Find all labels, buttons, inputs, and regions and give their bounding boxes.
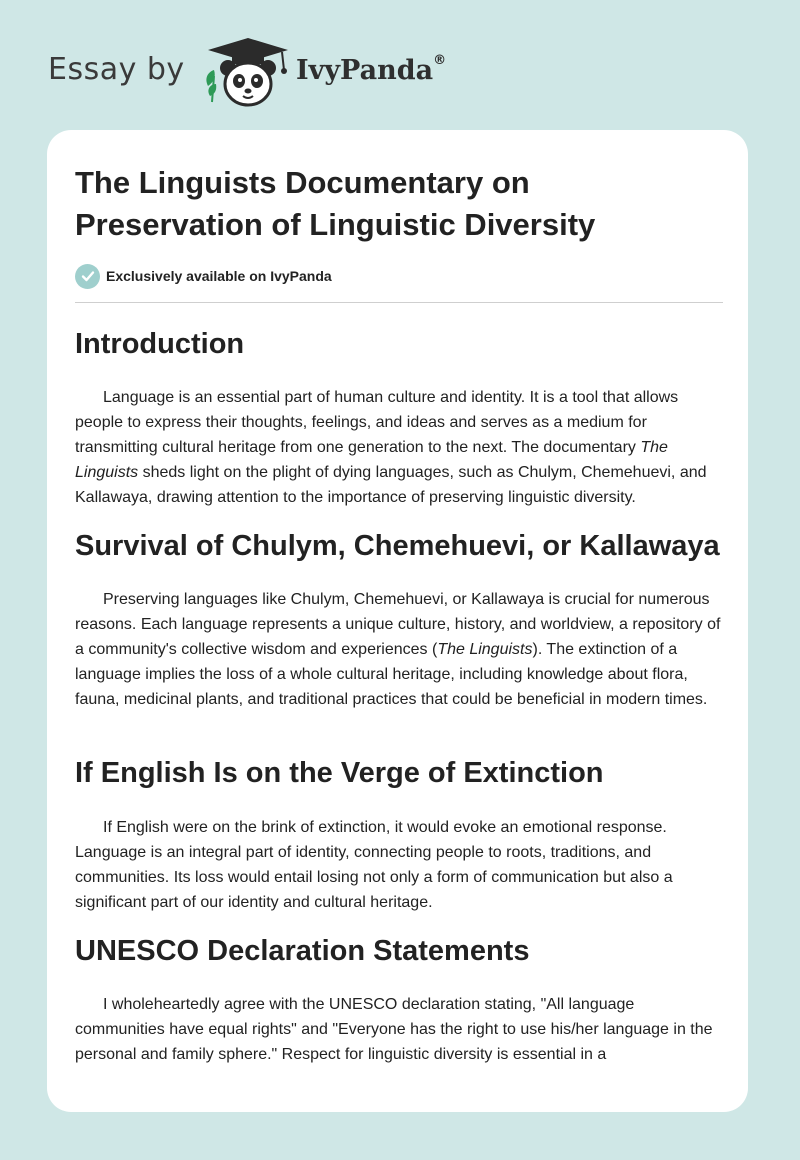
section-paragraph-survival: Preserving languages like Chulym, Chemehuevi, or Kallawaya is crucial for numerous reasons. Each language represents a unique culture, history, and worldview, a repository of a community's collective wisdom and experiences (The Linguists). The extinction of a language implies the loss of a whole cultural heritage, including knowledge about flora, fauna, medicinal plants, and traditional practices that could be beneficial in modern times. bbox=[75, 591, 721, 708]
checkmark-icon bbox=[75, 264, 100, 289]
panda-graduate-icon[interactable] bbox=[202, 36, 294, 110]
section-heading-introduction: Introduction bbox=[75, 328, 245, 360]
exclusive-badge-label: Exclusively available on IvyPanda bbox=[106, 268, 332, 284]
title-divider bbox=[75, 302, 723, 303]
exclusive-badge bbox=[75, 263, 332, 289]
essay-by-label: Essay by bbox=[48, 52, 185, 87]
section-paragraph-unesco: I wholeheartedly agree with the UNESCO declaration stating, "All language communities have equal rights" and "Everyone has the right to use his/her language in the personal and family sphere." Respect for linguistic diversity is essential in a bbox=[75, 996, 713, 1063]
section-paragraph-introduction: Language is an essential part of human culture and identity. It is a tool that allows people to express their thoughts, feelings, and ideas and serves as a medium for transmitting cultural heritage from one generation to the next. The documentary The Linguists sheds light on the plight of dying languages, such as Chulym, Chemehuevi, and Kallawaya, drawing attention to the importance of preserving linguistic diversity. bbox=[75, 389, 707, 506]
essay-title: The Linguists Documentary on Preservation of Linguistic Diversity bbox=[75, 165, 596, 242]
section-paragraph-english: If English were on the brink of extinction, it would evoke an emotional response. Language is an integral part of identity, connecting people to roots, traditions, and communities. Its loss would entail losing not only a form of communication but also a significant part of our identity and cultural heritage. bbox=[75, 819, 673, 911]
brand-logo-text[interactable]: IvyPanda® bbox=[296, 53, 447, 86]
site-header bbox=[0, 0, 800, 130]
section-heading-survival: Survival of Chulym, Chemehuevi, or Kallawaya bbox=[75, 530, 720, 562]
section-heading-english: If English Is on the Verge of Extinction bbox=[75, 757, 604, 789]
essay-card bbox=[47, 130, 748, 1112]
section-heading-unesco: UNESCO Declaration Statements bbox=[75, 935, 530, 967]
